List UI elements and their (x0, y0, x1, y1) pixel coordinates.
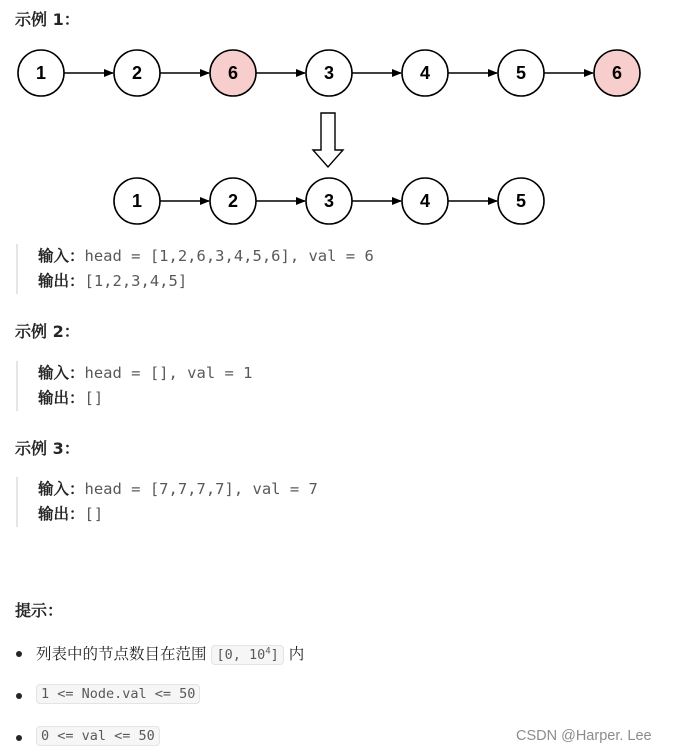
hint-text (36, 726, 160, 744)
list-after-removal (114, 178, 544, 224)
example-3-title: 示例 3： (15, 439, 80, 458)
bullet-icon (16, 651, 22, 657)
example-1-io (16, 244, 374, 294)
output-value: [] (84, 389, 104, 407)
output-value: [1,2,3,4,5] (84, 272, 188, 290)
list-before-removal (18, 50, 640, 96)
example-3-io (16, 477, 318, 527)
input-label: 输入： (38, 247, 85, 265)
after-node-label-4: 4 (419, 191, 431, 211)
output-label: 输出： (38, 272, 85, 290)
hint-3-code: 0 <= val <= 50 (36, 726, 160, 746)
example-2-input (38, 361, 253, 386)
before-node-label-4: 3 (323, 63, 335, 83)
watermark: CSDN @Harper. Lee (516, 728, 652, 744)
hint-1-range-code: [0, $10^4$] (211, 645, 283, 665)
before-node-label-6: 5 (515, 63, 527, 83)
example-3-output (38, 502, 318, 527)
hints-title: 提示： (15, 601, 64, 620)
example-2-title: 示例 2： (15, 322, 80, 341)
input-label: 输入： (38, 480, 85, 498)
hint-text (36, 684, 200, 702)
linked-list-diagram (0, 0, 679, 240)
input-value: head = [1,2,6,3,4,5,6], val = 6 (84, 247, 374, 265)
before-node-label-3: 6 (227, 63, 239, 83)
bullet-icon (16, 693, 22, 699)
after-node-label-1: 1 (131, 191, 143, 211)
after-node-label-2: 2 (227, 191, 239, 211)
after-node-label-5: 5 (515, 191, 527, 211)
output-value: [] (84, 505, 104, 523)
input-label: 输入： (38, 364, 85, 382)
input-value: head = [7,7,7,7], val = 7 (84, 480, 318, 498)
example-3-input (38, 477, 318, 502)
before-node-label-5: 4 (419, 63, 431, 83)
before-node-label-1: 1 (35, 63, 47, 83)
hint-1-suffix: 内 (288, 645, 305, 663)
after-node-label-3: 3 (323, 191, 335, 211)
example-1-title: 示例 1： (15, 10, 80, 29)
before-node-label-2: 2 (131, 63, 143, 83)
output-label: 输出： (38, 505, 85, 523)
example-1-output (38, 269, 374, 294)
input-value: head = [], val = 1 (84, 364, 253, 382)
before-node-label-7: 6 (611, 63, 623, 83)
output-label: 输出： (38, 389, 85, 407)
hint-1-prefix: 列表中的节点数目在范围 (36, 645, 207, 663)
bullet-icon (16, 735, 22, 741)
down-arrow-icon (313, 113, 343, 167)
hint-text (36, 642, 304, 664)
example-1-input (38, 244, 374, 269)
example-2-output (38, 386, 253, 411)
hint-2-code: 1 <= Node.val <= 50 (36, 684, 200, 704)
example-2-io (16, 361, 253, 411)
